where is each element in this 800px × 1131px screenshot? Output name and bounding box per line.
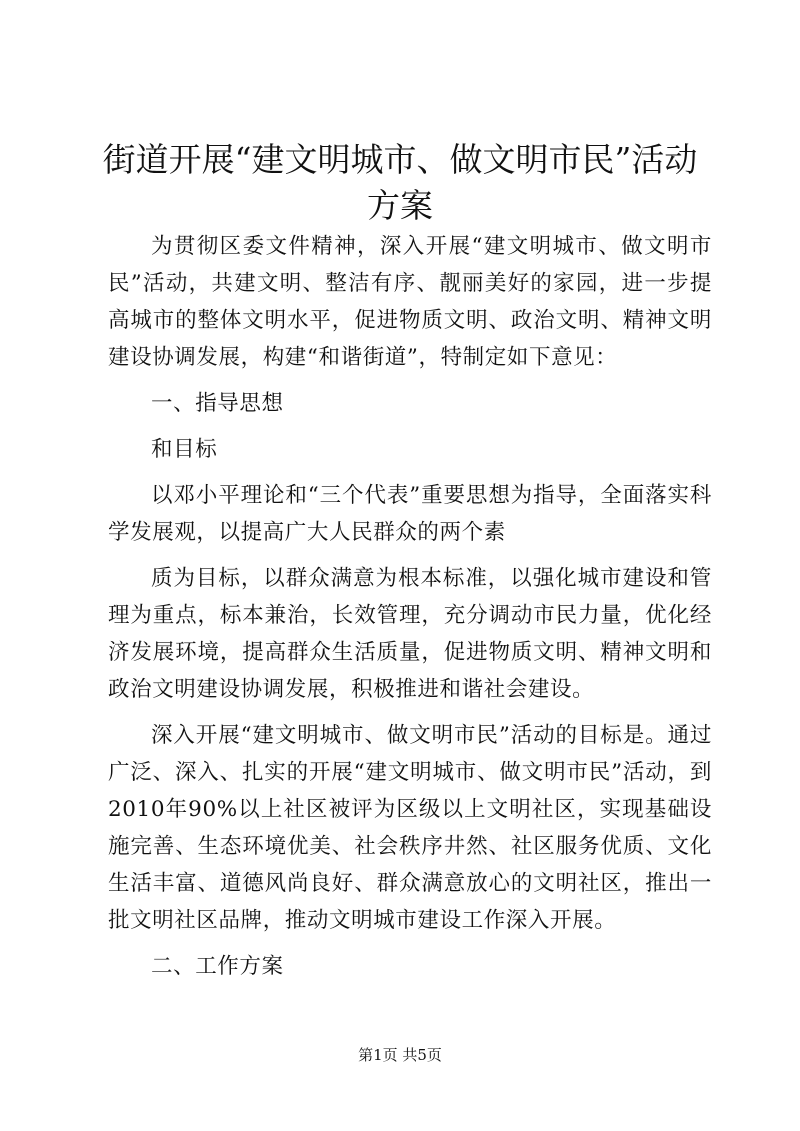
paragraph-intro: 为贯彻区委文件精神，深入开展“建文明城市、做文明市民”活动，共建文明、整洁有序、靓丽美好的家园，进一步提高城市的整体文明水平，促进物质文明、政治文明、精神文明建设协调发展，构建“和谐街道”，特制定如下意见：	[108, 234, 712, 370]
paragraph-goals: 质为目标，以群众满意为根本标准，以强化城市建设和管理为重点，标本兼治，长效管理，充分调动市民力量，优化经济发展环境，提高群众生活质量，促进物质文明、精神文明和政治文明建设协调发展，积极推进和谐社会建设。	[108, 566, 712, 702]
section-heading-continuation: 和目标	[151, 437, 218, 462]
section-heading-guiding-ideology: 一、指导思想	[151, 391, 284, 416]
section-heading-work-plan: 二、工作方案	[151, 954, 284, 979]
document-title: 街道开展“建文明城市、做文明市民”活动方案	[102, 140, 698, 225]
paragraph-objectives: 深入开展“建文明城市、做文明市民”活动的目标是。通过广泛、深入、扎实的开展“建文明城市、做文明市民”活动，到2010年90%以上社区被评为区级以上文明社区，实现基础设施完善、生态环境优美、社会秩序井然、社区服务优质、文化生活丰富、道德风尚良好、群众满意放心的文明社区，推出一批文明社区品牌，推动文明城市建设工作深入开展。	[108, 723, 712, 933]
paragraph-guiding-principle: 以邓小平理论和“三个代表”重要思想为指导，全面落实科学发展观，以提高广大人民群众的两个素	[108, 483, 712, 545]
document-body	[108, 228, 712, 985]
page-footer: 第1页 共5页	[358, 1046, 442, 1064]
